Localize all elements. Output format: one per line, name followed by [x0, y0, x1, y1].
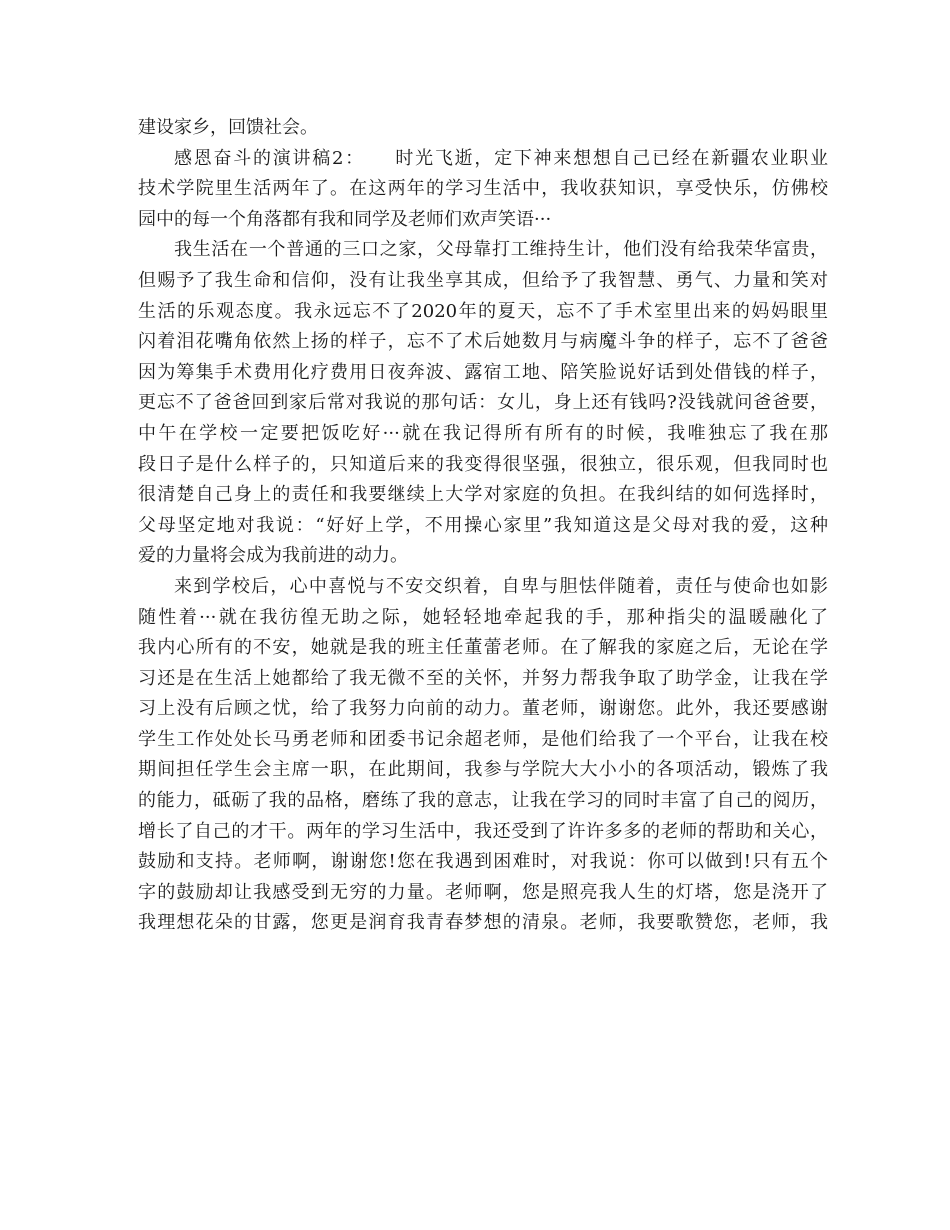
text-line: 习上没有后顾之忧，给了我努力向前的动力。董老师，谢谢您。此外，我还要感谢 [138, 698, 828, 720]
text-line: 技术学院里生活两年了。在这两年的学习生活中，我收获知识，享受快乐，仿佛校 [138, 178, 828, 200]
text-line: 的能力，砥砺了我的品格，磨练了我的意志，让我在学习的同时丰富了自己的阅历， [138, 790, 828, 812]
text-line: 爱的力量将会成为我前进的动力。 [138, 545, 408, 567]
text-line: 我理想花朵的甘露，您更是润育我青春梦想的清泉。老师，我要歌赞您，老师，我 [138, 912, 828, 934]
text-line: 建设家乡，回馈社会。 [138, 117, 318, 138]
text-line: 很清楚自己身上的责任和我要继续上大学对家庭的负担。在我纠结的如何选择时， [138, 484, 828, 506]
text-line: 中午在学校一定要把饭吃好···就在我记得所有所有的时候，我唯独忘了我在那 [138, 422, 828, 444]
text-line: 字的鼓励却让我感受到无穷的力量。老师啊，您是照亮我人生的灯塔，您是浇开了 [138, 881, 828, 903]
text-line: 生活的乐观态度。我永远忘不了2020年的夏天，忘不了手术室里出来的妈妈眼里 [138, 300, 828, 322]
text-line: 期间担任学生会主席一职，在此期间，我参与学院大大小小的各项活动，锻炼了我 [138, 759, 828, 781]
text-line: 随性着···就在我彷徨无助之际，她轻轻地牵起我的手，那种指尖的温暖融化了 [138, 606, 828, 628]
text-line: 但赐予了我生命和信仰，没有让我坐享其成，但给予了我智慧、勇气、力量和笑对 [138, 269, 828, 291]
text-line: 我生活在一个普通的三口之家，父母靠打工维持生计，他们没有给我荣华富贵， [174, 239, 828, 261]
text-line: 习还是在生活上她都给了我无微不至的关怀，并努力帮我争取了助学金，让我在学 [138, 667, 828, 689]
text-line: 我内心所有的不安，她就是我的班主任董蕾老师。在了解我的家庭之后，无论在学 [138, 637, 828, 659]
text-line: 鼓励和支持。老师啊，谢谢您!您在我遇到困难时，对我说：你可以做到!只有五个 [138, 851, 828, 873]
text-line: 园中的每一个角落都有我和同学及老师们欢声笑语··· [138, 208, 552, 230]
text-line: 学生工作处处长马勇老师和团委书记余超老师，是他们给我了一个平台，让我在校 [138, 728, 828, 750]
text-line: 因为筹集手术费用化疗费用日夜奔波、露宿工地、陪笑脸说好话到处借钱的样子， [138, 361, 828, 383]
speech-text-body [138, 113, 828, 939]
text-line: 来到学校后，心中喜悦与不安交织着，自卑与胆怯伴随着，责任与使命也如影 [174, 575, 828, 597]
text-line: 段日子是什么样子的，只知道后来的我变得很坚强，很独立，很乐观，但我同时也 [138, 453, 828, 475]
text-line: 感恩奋斗的演讲稿2： 时光飞逝，定下神来想想自己已经在新疆农业职业 [174, 147, 828, 169]
text-line: 增长了自己的才干。两年的学习生活中，我还受到了许许多多的老师的帮助和关心， [138, 820, 828, 842]
text-line: 更忘不了爸爸回到家后常对我说的那句话：女儿，身上还有钱吗?没钱就问爸爸要， [138, 392, 828, 414]
text-line: 父母坚定地对我说：“好好上学，不用操心家里”我知道这是父母对我的爱，这种 [138, 514, 828, 536]
text-line: 闪着泪花嘴角依然上扬的样子，忘不了术后她数月与病魔斗争的样子，忘不了爸爸 [138, 331, 828, 353]
